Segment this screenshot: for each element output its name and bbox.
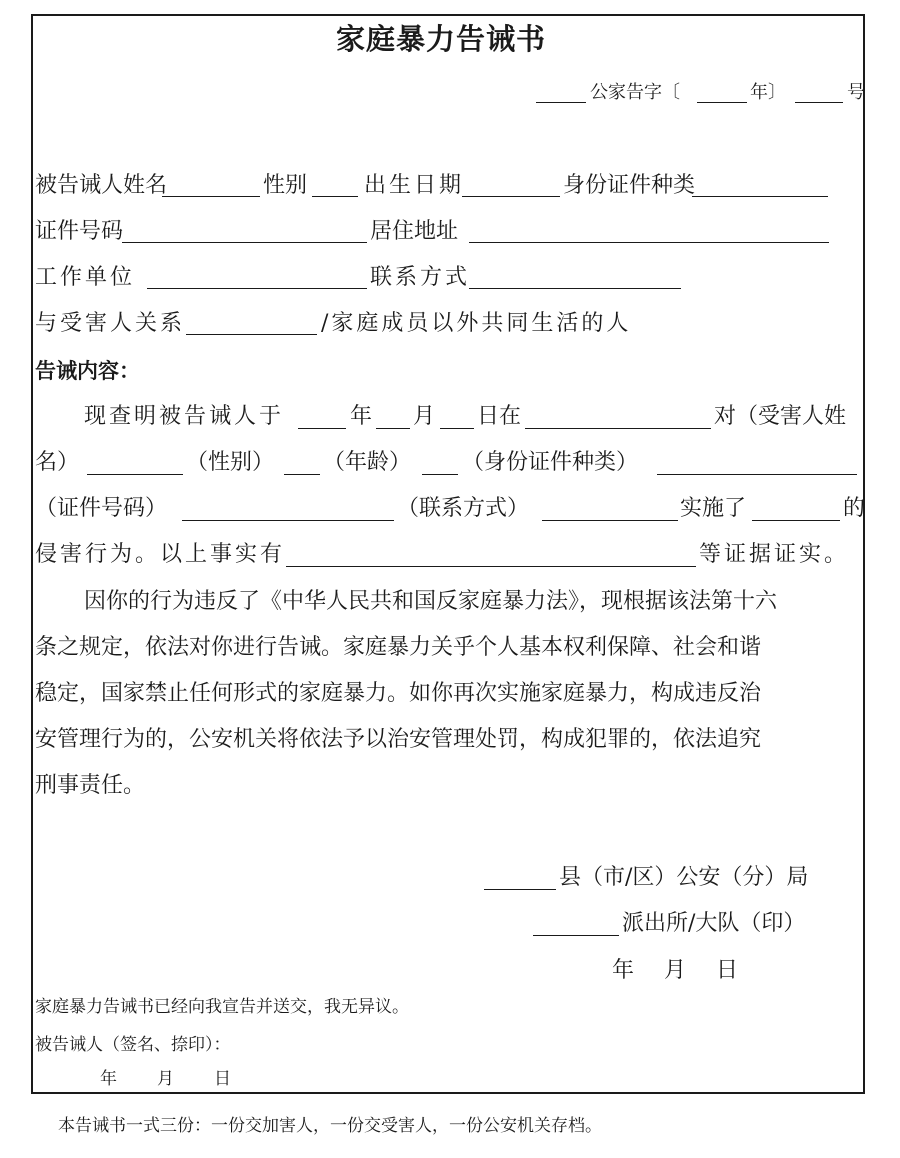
blank-gender[interactable] bbox=[312, 196, 358, 197]
body-committed: 实施了 bbox=[680, 496, 747, 521]
footer-note: 本告诫书一式三份：一份交加害人，一份交受害人，一份公安机关存档。 bbox=[58, 1116, 602, 1136]
blank-contact[interactable] bbox=[469, 288, 681, 289]
blank-relation[interactable] bbox=[186, 334, 317, 335]
body-p2-line-3: 稳定，国家禁止任何形式的家庭暴力。如你再次实施家庭暴力，构成违反治 bbox=[35, 681, 762, 706]
blank-evidence[interactable] bbox=[286, 566, 696, 567]
blank-year[interactable] bbox=[298, 428, 346, 429]
blank-id-number[interactable] bbox=[122, 242, 367, 243]
body-p1-start: 现查明被告诫人于 bbox=[84, 404, 285, 429]
body-p2-line-1: 因你的行为违反了《中华人民共和国反家庭暴力法》，现根据该法第十六 bbox=[84, 589, 778, 614]
blank-work-unit[interactable] bbox=[147, 288, 367, 289]
signature-station: 派出所/大队（印） bbox=[622, 911, 806, 936]
label-gender: 性别 bbox=[263, 173, 308, 198]
blank-id-type[interactable] bbox=[692, 196, 828, 197]
body-age: （年龄） bbox=[323, 450, 412, 475]
ack-date: 年 月 日 bbox=[100, 1069, 233, 1089]
body-harm-facts: 侵害行为。以上事实有 bbox=[35, 542, 286, 567]
blank-act[interactable] bbox=[752, 520, 840, 521]
body-to-victim: 对（受害人姓 bbox=[714, 404, 847, 429]
doc-number-blank-serial[interactable] bbox=[795, 102, 843, 103]
blank-victim-contact[interactable] bbox=[542, 520, 678, 521]
body-day-at: 日在 bbox=[477, 404, 522, 429]
blank-victim-id-type[interactable] bbox=[657, 474, 857, 475]
label-address: 居住地址 bbox=[370, 219, 459, 244]
signature-date: 年 月 日 bbox=[612, 958, 743, 983]
doc-number-blank-prefix[interactable] bbox=[536, 102, 586, 103]
blank-victim-age[interactable] bbox=[422, 474, 458, 475]
blank-day[interactable] bbox=[440, 428, 474, 429]
label-contact: 联系方式 bbox=[370, 265, 471, 290]
blank-victim-gender[interactable] bbox=[284, 474, 320, 475]
blank-station[interactable] bbox=[533, 935, 619, 936]
body-victim-name: 名） bbox=[35, 450, 80, 475]
label-id-number: 证件号码 bbox=[35, 219, 124, 244]
blank-birth-date[interactable] bbox=[462, 196, 560, 197]
label-relation: 与受害人关系 bbox=[35, 311, 186, 336]
content-heading: 告诫内容： bbox=[35, 359, 140, 383]
blank-victim-name[interactable] bbox=[87, 474, 183, 475]
blank-month[interactable] bbox=[376, 428, 410, 429]
body-of: 的 bbox=[843, 496, 866, 521]
ack-statement: 家庭暴力告诫书已经向我宣告并送交，我无异议。 bbox=[35, 997, 409, 1017]
document-title: 家庭暴力告诫书 bbox=[336, 22, 547, 56]
label-id-type: 身份证件种类 bbox=[563, 173, 696, 198]
body-p2-line-4: 安管理行为的，公安机关将依法予以治安管理处罚，构成犯罪的，依法追究 bbox=[35, 727, 762, 752]
doc-number-suffix: 号 bbox=[847, 82, 865, 103]
doc-number-year: 年〕 bbox=[750, 82, 786, 103]
body-year: 年 bbox=[350, 404, 373, 429]
body-contact: （联系方式） bbox=[397, 496, 530, 521]
body-p2-line-5: 刑事责任。 bbox=[35, 773, 146, 798]
ack-signer: 被告诫人（签名、捺印）： bbox=[35, 1035, 231, 1055]
blank-county[interactable] bbox=[484, 889, 556, 890]
blank-victim-id-number[interactable] bbox=[182, 520, 394, 521]
blank-location[interactable] bbox=[525, 428, 711, 429]
blank-name[interactable] bbox=[162, 196, 260, 197]
body-id-number: （证件号码） bbox=[35, 496, 168, 521]
doc-number-prefix: 公家告字〔 bbox=[590, 82, 680, 103]
body-month: 月 bbox=[413, 404, 436, 429]
label-name: 被告诫人姓名 bbox=[35, 173, 168, 198]
label-birth-date: 出生日期 bbox=[364, 173, 465, 198]
label-relation-tail: /家庭成员以外共同生活的人 bbox=[321, 311, 632, 336]
body-evidence: 等证据证实。 bbox=[699, 542, 850, 567]
body-gender: （性别） bbox=[186, 450, 275, 475]
body-id-type: （身份证件种类） bbox=[462, 450, 639, 475]
signature-bureau: 县（市/区）公安（分）局 bbox=[559, 865, 809, 890]
body-p2-line-2: 条之规定，依法对你进行告诫。家庭暴力关乎个人基本权利保障、社会和谐 bbox=[35, 635, 762, 660]
label-work-unit: 工作单位 bbox=[35, 265, 136, 290]
doc-number-blank-year[interactable] bbox=[697, 102, 747, 103]
blank-address[interactable] bbox=[469, 242, 829, 243]
